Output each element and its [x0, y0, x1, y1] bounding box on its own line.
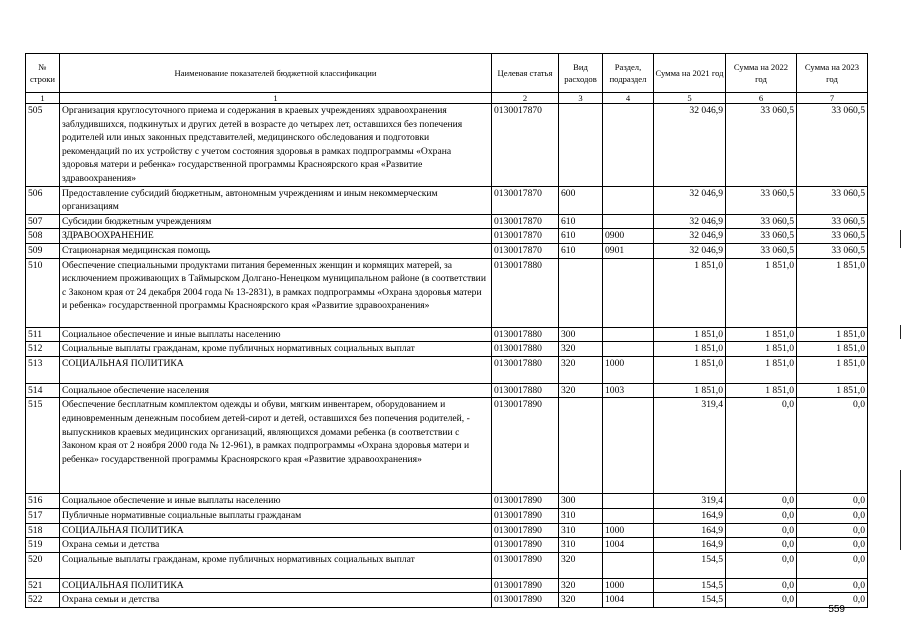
cell-sum-2021: 164,9	[654, 523, 726, 538]
header-target-article: Целевая статья	[492, 54, 559, 93]
cell-sum-2023: 0,0	[797, 523, 868, 538]
cell-sum-2021: 32 046,9	[654, 243, 726, 258]
column-number-row	[26, 93, 868, 104]
cell-sum-2023: 0,0	[797, 552, 868, 578]
table-row	[26, 229, 868, 244]
table-row	[26, 327, 868, 342]
cell-target-article: 0130017880	[492, 356, 559, 383]
cell-sum-2022: 0,0	[726, 398, 797, 494]
scan-edge-mark	[900, 325, 901, 339]
cell-target-article: 0130017880	[492, 258, 559, 327]
cell-expense-type: 320	[559, 342, 603, 357]
cell-target-article: 0130017870	[492, 229, 559, 244]
cell-target-article: 0130017890	[492, 508, 559, 523]
cell-sum-2021: 154,5	[654, 578, 726, 593]
cell-row-number: 517	[26, 508, 60, 523]
cell-expense-type: 610	[559, 229, 603, 244]
table-body	[26, 104, 868, 608]
cell-sum-2023: 33 060,5	[797, 229, 868, 244]
cell-section: 1000	[603, 523, 654, 538]
cell-indicator-name: Предоставление субсидий бюджетным, автономным учреждениям и иным некоммерческим организациям	[60, 186, 492, 214]
header-section: Раздел, подраздел	[603, 54, 654, 93]
cell-section	[603, 258, 654, 327]
cell-section: 0901	[603, 243, 654, 258]
cell-sum-2022: 0,0	[726, 508, 797, 523]
cell-row-number: 505	[26, 104, 60, 187]
cell-sum-2021: 32 046,9	[654, 104, 726, 187]
cell-indicator-name: Социальные выплаты гражданам, кроме публичных нормативных социальных выплат	[60, 342, 492, 357]
cell-target-article: 0130017890	[492, 523, 559, 538]
column-number: 3	[559, 93, 603, 104]
cell-expense-type: 320	[559, 356, 603, 383]
table-row	[26, 552, 868, 578]
header-indicator-name: Наименование показателей бюджетной классификации	[60, 54, 492, 93]
cell-sum-2023: 0,0	[797, 508, 868, 523]
cell-sum-2023: 0,0	[797, 398, 868, 494]
cell-sum-2021: 1 851,0	[654, 327, 726, 342]
cell-sum-2023: 33 060,5	[797, 186, 868, 214]
column-number: 6	[726, 93, 797, 104]
cell-row-number: 515	[26, 398, 60, 494]
cell-expense-type: 310	[559, 508, 603, 523]
cell-sum-2022: 0,0	[726, 593, 797, 608]
cell-indicator-name: Социальное обеспечение и иные выплаты населению	[60, 494, 492, 509]
cell-indicator-name: СОЦИАЛЬНАЯ ПОЛИТИКА	[60, 578, 492, 593]
cell-section: 1000	[603, 356, 654, 383]
cell-sum-2021: 164,9	[654, 508, 726, 523]
cell-expense-type: 320	[559, 383, 603, 398]
scan-edge-mark	[900, 470, 901, 550]
table-row	[26, 538, 868, 553]
cell-expense-type	[559, 104, 603, 187]
table-row	[26, 258, 868, 327]
cell-expense-type	[559, 398, 603, 494]
cell-sum-2023: 1 851,0	[797, 342, 868, 357]
table-row	[26, 356, 868, 383]
column-number: 2	[492, 93, 559, 104]
table-row	[26, 494, 868, 509]
cell-target-article: 0130017890	[492, 593, 559, 608]
table-row	[26, 186, 868, 214]
cell-sum-2022: 33 060,5	[726, 243, 797, 258]
table-row	[26, 104, 868, 187]
table-row	[26, 243, 868, 258]
cell-expense-type: 300	[559, 327, 603, 342]
cell-section	[603, 342, 654, 357]
cell-sum-2021: 319,4	[654, 494, 726, 509]
header-row-number: № строки	[26, 54, 60, 93]
cell-section	[603, 494, 654, 509]
cell-row-number: 513	[26, 356, 60, 383]
cell-row-number: 514	[26, 383, 60, 398]
cell-sum-2021: 1 851,0	[654, 356, 726, 383]
cell-section	[603, 214, 654, 229]
cell-target-article: 0130017890	[492, 578, 559, 593]
table-row	[26, 342, 868, 357]
cell-expense-type	[559, 258, 603, 327]
cell-section: 1003	[603, 383, 654, 398]
cell-sum-2022: 0,0	[726, 523, 797, 538]
cell-sum-2022: 0,0	[726, 578, 797, 593]
header-sum-2023: Сумма на 2023 год	[797, 54, 868, 93]
cell-expense-type: 610	[559, 243, 603, 258]
cell-row-number: 511	[26, 327, 60, 342]
cell-section	[603, 508, 654, 523]
table-row	[26, 383, 868, 398]
cell-section: 1004	[603, 538, 654, 553]
cell-indicator-name: ЗДРАВООХРАНЕНИЕ	[60, 229, 492, 244]
table-row	[26, 523, 868, 538]
cell-indicator-name: Обеспечение специальными продуктами питания беременных женщин и кормящих матерей, за исключением проживающих в Таймырском Долгано-Ненецком муниципальном районе (в соответствии с Законом края от 24 декабря 2004 года № 13-2831), в рамках подпрограммы «Охрана здоровья матери и ребенка» государственной программы Красноярского края «Развитие здравоохранения»	[60, 258, 492, 327]
cell-sum-2021: 32 046,9	[654, 214, 726, 229]
cell-target-article: 0130017890	[492, 538, 559, 553]
cell-section	[603, 398, 654, 494]
cell-target-article: 0130017880	[492, 383, 559, 398]
cell-sum-2023: 1 851,0	[797, 327, 868, 342]
column-number: 5	[654, 93, 726, 104]
scan-edge-mark	[900, 230, 901, 248]
table-row	[26, 593, 868, 608]
cell-indicator-name: Субсидии бюджетным учреждениям	[60, 214, 492, 229]
cell-row-number: 508	[26, 229, 60, 244]
cell-target-article: 0130017880	[492, 342, 559, 357]
cell-target-article: 0130017870	[492, 243, 559, 258]
cell-row-number: 512	[26, 342, 60, 357]
cell-sum-2023: 0,0	[797, 494, 868, 509]
cell-indicator-name: Публичные нормативные социальные выплаты гражданам	[60, 508, 492, 523]
cell-sum-2022: 0,0	[726, 552, 797, 578]
cell-indicator-name: Охрана семьи и детства	[60, 538, 492, 553]
cell-sum-2023: 0,0	[797, 578, 868, 593]
cell-sum-2022: 1 851,0	[726, 356, 797, 383]
cell-indicator-name: Обеспечение бесплатным комплектом одежды и обуви, мягким инвентарем, оборудованием и единовременным денежным пособием детей-сирот и детей, оставшихся без попечения родителей, - выпускников краевых медицинских организаций, являющихся домами ребенка (в соответствии с Законом края от 2 ноября 2000 года № 12-961), в рамках подпрограммы «Охрана здоровья матери и ребенка» государственной программы Красноярского края «Развитие здравоохранения»	[60, 398, 492, 494]
budget-table	[25, 53, 868, 608]
cell-target-article: 0130017890	[492, 494, 559, 509]
cell-sum-2023: 1 851,0	[797, 383, 868, 398]
cell-sum-2022: 1 851,0	[726, 258, 797, 327]
cell-target-article: 0130017870	[492, 104, 559, 187]
cell-sum-2021: 32 046,9	[654, 186, 726, 214]
cell-sum-2022: 1 851,0	[726, 383, 797, 398]
cell-sum-2023: 33 060,5	[797, 104, 868, 187]
cell-row-number: 506	[26, 186, 60, 214]
column-number: 7	[797, 93, 868, 104]
cell-sum-2022: 1 851,0	[726, 342, 797, 357]
cell-expense-type: 310	[559, 538, 603, 553]
cell-target-article: 0130017880	[492, 327, 559, 342]
column-number: 1	[26, 93, 60, 104]
cell-indicator-name: СОЦИАЛЬНАЯ ПОЛИТИКА	[60, 523, 492, 538]
cell-sum-2023: 33 060,5	[797, 214, 868, 229]
cell-section	[603, 552, 654, 578]
cell-row-number: 509	[26, 243, 60, 258]
cell-indicator-name: Социальные выплаты гражданам, кроме публичных нормативных социальных выплат	[60, 552, 492, 578]
cell-sum-2021: 1 851,0	[654, 383, 726, 398]
header-sum-2022: Сумма на 2022 год	[726, 54, 797, 93]
cell-expense-type: 610	[559, 214, 603, 229]
cell-row-number: 519	[26, 538, 60, 553]
cell-target-article: 0130017890	[492, 398, 559, 494]
cell-row-number: 518	[26, 523, 60, 538]
cell-row-number: 510	[26, 258, 60, 327]
cell-sum-2022: 0,0	[726, 494, 797, 509]
cell-row-number: 521	[26, 578, 60, 593]
cell-section	[603, 186, 654, 214]
cell-row-number: 520	[26, 552, 60, 578]
cell-sum-2023: 33 060,5	[797, 243, 868, 258]
header-expense-type: Вид расходов	[559, 54, 603, 93]
page-number: 559	[828, 604, 845, 615]
cell-section: 1004	[603, 593, 654, 608]
cell-sum-2021: 1 851,0	[654, 258, 726, 327]
cell-sum-2023: 1 851,0	[797, 356, 868, 383]
cell-sum-2023: 1 851,0	[797, 258, 868, 327]
cell-expense-type: 320	[559, 578, 603, 593]
cell-sum-2022: 33 060,5	[726, 104, 797, 187]
cell-expense-type: 300	[559, 494, 603, 509]
table-row	[26, 508, 868, 523]
cell-row-number: 522	[26, 593, 60, 608]
cell-indicator-name: Охрана семьи и детства	[60, 593, 492, 608]
cell-expense-type: 320	[559, 593, 603, 608]
cell-sum-2021: 1 851,0	[654, 342, 726, 357]
cell-sum-2023: 0,0	[797, 538, 868, 553]
cell-target-article: 0130017890	[492, 552, 559, 578]
cell-sum-2021: 164,9	[654, 538, 726, 553]
cell-expense-type: 310	[559, 523, 603, 538]
cell-indicator-name: Стационарная медицинская помощь	[60, 243, 492, 258]
cell-sum-2022: 33 060,5	[726, 214, 797, 229]
cell-row-number: 507	[26, 214, 60, 229]
cell-sum-2021: 319,4	[654, 398, 726, 494]
table-row	[26, 398, 868, 494]
column-number: 1	[60, 93, 492, 104]
cell-sum-2022: 33 060,5	[726, 229, 797, 244]
cell-indicator-name: Организация круглосуточного приема и содержания в краевых учреждениях здравоохранения заблудившихся, подкинутых и других детей в возрасте до четырех лет, оставшихся без попечения родителей или иных законных представителей, медицинского обследования и подготовки рекомендаций по их устройству с учетом состояния здоровья в рамках подпрограммы «Охрана здоровья матери и ребенка» государственной программы Красноярского края «Развитие здравоохранения»	[60, 104, 492, 187]
cell-section: 0900	[603, 229, 654, 244]
cell-sum-2022: 1 851,0	[726, 327, 797, 342]
cell-sum-2021: 32 046,9	[654, 229, 726, 244]
cell-indicator-name: Социальное обеспечение и иные выплаты населению	[60, 327, 492, 342]
header-sum-2021: Сумма на 2021 год	[654, 54, 726, 93]
cell-section: 1000	[603, 578, 654, 593]
cell-expense-type: 320	[559, 552, 603, 578]
cell-expense-type: 600	[559, 186, 603, 214]
cell-sum-2022: 33 060,5	[726, 186, 797, 214]
cell-indicator-name: СОЦИАЛЬНАЯ ПОЛИТИКА	[60, 356, 492, 383]
cell-target-article: 0130017870	[492, 186, 559, 214]
column-number: 4	[603, 93, 654, 104]
cell-indicator-name: Социальное обеспечение населения	[60, 383, 492, 398]
table-row	[26, 578, 868, 593]
cell-target-article: 0130017870	[492, 214, 559, 229]
cell-row-number: 516	[26, 494, 60, 509]
cell-sum-2022: 0,0	[726, 538, 797, 553]
cell-section	[603, 104, 654, 187]
cell-sum-2023: 0,0	[797, 593, 868, 608]
cell-sum-2021: 154,5	[654, 593, 726, 608]
header-row	[26, 54, 868, 93]
cell-sum-2021: 154,5	[654, 552, 726, 578]
table-row	[26, 214, 868, 229]
cell-section	[603, 327, 654, 342]
